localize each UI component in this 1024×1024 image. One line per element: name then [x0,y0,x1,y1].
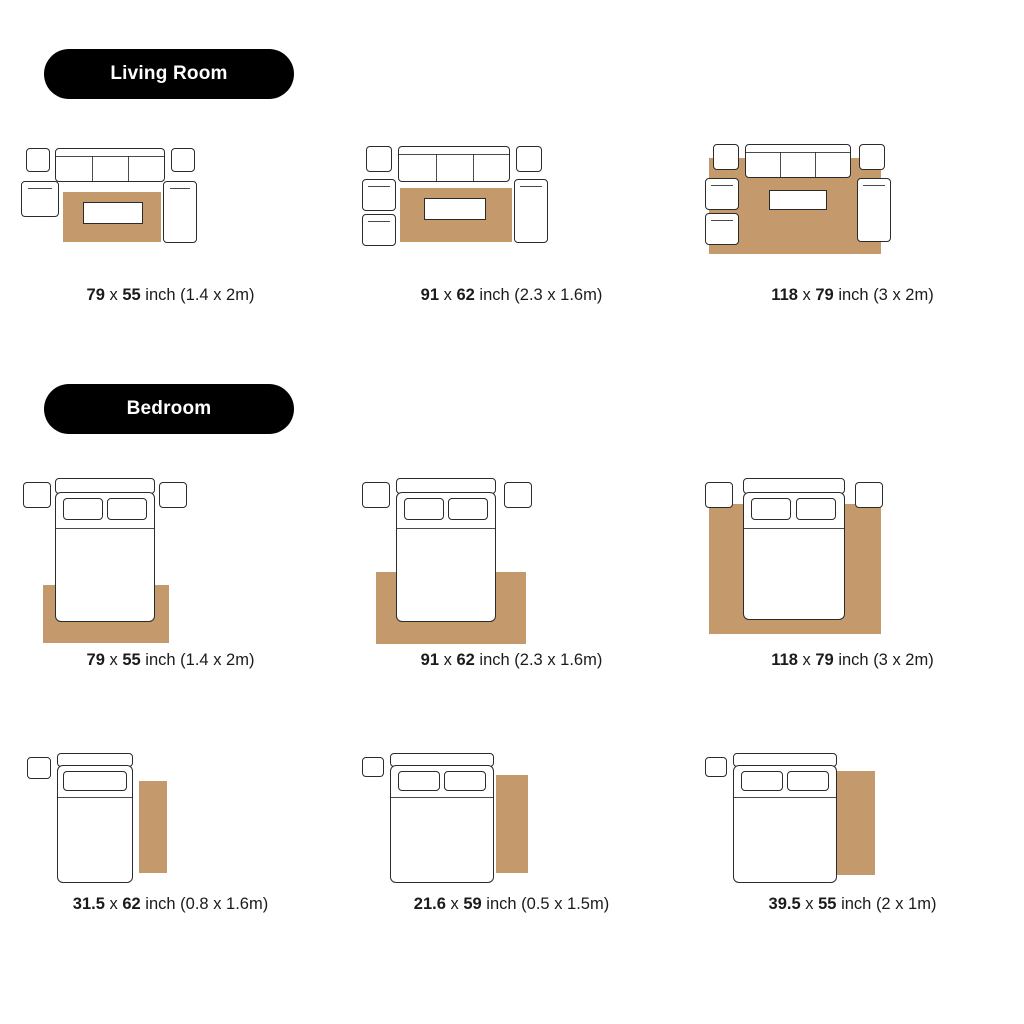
caption-width: 91 [420,651,440,669]
caption-x: x [802,286,811,304]
nightstand-left [362,482,390,508]
sofa [55,148,165,182]
caption-bedroom-118x79 [771,651,933,670]
living-room-row [0,136,1024,326]
duvet-fold-line [396,528,496,529]
side-table-left [366,146,392,172]
duvet-fold-line [55,528,155,529]
sofa-cushion-divider [92,156,93,182]
armchair-right [514,179,548,243]
caption-unit: inch [838,651,869,669]
armchair-left-upper-seat-line [368,186,390,187]
floorplan-bedside-39x55 [703,745,1003,885]
caption-bedroom-79x55 [87,651,255,670]
caption-living-91x62 [421,286,603,305]
caption-x: x [443,286,452,304]
caption-x: x [450,895,459,913]
caption-x: x [805,895,814,913]
caption-unit: inch [486,895,517,913]
section-label-living-room: Living Room [110,63,228,84]
caption-unit: inch [145,895,176,913]
nightstand-right [855,482,883,508]
sofa-seat-line [55,156,165,157]
caption-bedside-39x55 [769,895,937,914]
floorplan-living-118x79 [703,136,1003,276]
armchair-left [21,181,59,217]
nightstand-left [705,482,733,508]
nightstand-right [504,482,532,508]
coffee-table [769,190,827,210]
caption-metric: (1.4 x 2m) [180,286,255,304]
caption-metric: (3 x 2m) [873,651,934,669]
diagram-cell-bedroom-79x55 [0,470,341,670]
diagram-cell-bedroom-118x79 [682,470,1023,670]
side-table-left [26,148,50,172]
section-pill-living-room [44,49,294,99]
armchair-left-lower [705,213,739,245]
caption-living-79x55 [87,286,255,305]
caption-height: 79 [815,286,834,304]
sofa-cushion-divider [436,154,437,182]
diagram-cell-bedside-31x62 [0,745,341,920]
caption-height: 55 [122,651,141,669]
sofa-cushion-divider [815,152,816,178]
pillow-right [448,498,488,520]
section-label-bedroom: Bedroom [126,398,212,419]
caption-metric: (2.3 x 1.6m) [514,651,603,669]
caption-x: x [109,286,118,304]
caption-x: x [443,651,452,669]
caption-unit: inch [479,286,510,304]
caption-metric: (0.8 x 1.6m) [180,895,269,913]
floorplan-living-79x55 [21,136,321,276]
nightstand-left [27,757,51,779]
coffee-table [83,202,143,224]
caption-metric: (0.5 x 1.5m) [521,895,610,913]
side-table-right [171,148,195,172]
duvet-fold-line [743,528,845,529]
sofa-cushion-divider [780,152,781,178]
caption-metric: (1.4 x 2m) [180,651,255,669]
nightstand-left [23,482,51,508]
side-table-left [713,144,739,170]
bedroom-row-1 [0,470,1024,670]
caption-width: 79 [86,286,105,304]
caption-x: x [802,651,811,669]
pillow-right [796,498,836,520]
caption-metric: (2.3 x 1.6m) [514,286,603,304]
diagram-cell-bedside-21x59 [341,745,682,920]
duvet-fold-line [57,797,133,798]
sofa-cushion-divider [473,154,474,182]
sofa-cushion-divider [128,156,129,182]
floorplan-bedside-21x59 [362,745,662,885]
caption-unit: inch [838,286,869,304]
caption-width: 118 [771,651,798,669]
caption-width: 21.6 [413,895,446,913]
caption-width: 31.5 [72,895,105,913]
caption-unit: inch [145,286,176,304]
armchair-left-upper [705,178,739,210]
nightstand-left [705,757,727,777]
armchair-left-upper [362,179,396,211]
floorplan-living-91x62 [362,136,662,276]
pillow-left [404,498,444,520]
sofa-seat-line [398,154,510,155]
floorplan-bedside-31x62 [21,745,321,885]
caption-height: 62 [456,651,475,669]
caption-width: 118 [771,286,798,304]
armchair-right [857,178,891,242]
armchair-left-lower [362,214,396,246]
pillow-left [398,771,440,791]
coffee-table [424,198,486,220]
armchair-right-seat-line [170,188,190,189]
pillow-left [751,498,791,520]
caption-width: 91 [420,286,440,304]
armchair-right [163,181,197,243]
section-pill-bedroom [44,384,294,434]
caption-height: 55 [818,895,837,913]
caption-height: 62 [456,286,475,304]
caption-unit: inch [145,651,176,669]
pillow-left [741,771,783,791]
floorplan-bedroom-118x79 [703,470,1003,641]
diagram-cell-bedroom-91x62 [341,470,682,670]
caption-height: 59 [463,895,482,913]
diagram-cell-living-79x55 [0,136,341,326]
sofa [745,144,851,178]
caption-unit: inch [479,651,510,669]
duvet-fold-line [390,797,494,798]
armchair-left-upper-seat-line [711,185,733,186]
caption-metric: (3 x 2m) [873,286,934,304]
pillow-right [787,771,829,791]
pillow-right [107,498,147,520]
side-table-right [859,144,885,170]
caption-bedside-31x62 [73,895,268,914]
caption-height: 79 [815,651,834,669]
rug-shape [496,775,528,873]
diagram-cell-bedside-39x55 [682,745,1023,920]
armchair-left-seat-line [28,188,52,189]
caption-x: x [109,651,118,669]
caption-living-118x79 [771,286,933,305]
pillow-left [63,498,103,520]
caption-unit: inch [841,895,872,913]
floorplan-bedroom-79x55 [21,470,321,641]
rug-shape [835,771,875,875]
caption-bedside-21x59 [414,895,609,914]
caption-x: x [109,895,118,913]
armchair-left-lower-seat-line [711,220,733,221]
pillow [63,771,127,791]
diagram-cell-living-91x62 [341,136,682,326]
rug-shape [139,781,167,873]
pillow-right [444,771,486,791]
diagram-cell-living-118x79 [682,136,1023,326]
caption-bedroom-91x62 [421,651,603,670]
caption-width: 39.5 [768,895,801,913]
nightstand-left [362,757,384,777]
armchair-right-seat-line [863,185,885,186]
caption-height: 55 [122,286,141,304]
armchair-right-seat-line [520,186,542,187]
nightstand-right [159,482,187,508]
caption-metric: (2 x 1m) [875,895,937,913]
caption-width: 79 [86,651,105,669]
caption-height: 62 [122,895,141,913]
bedroom-row-2 [0,745,1024,920]
sofa [398,146,510,182]
sofa-seat-line [745,152,851,153]
duvet-fold-line [733,797,837,798]
armchair-left-lower-seat-line [368,221,390,222]
floorplan-bedroom-91x62 [362,470,662,641]
side-table-right [516,146,542,172]
